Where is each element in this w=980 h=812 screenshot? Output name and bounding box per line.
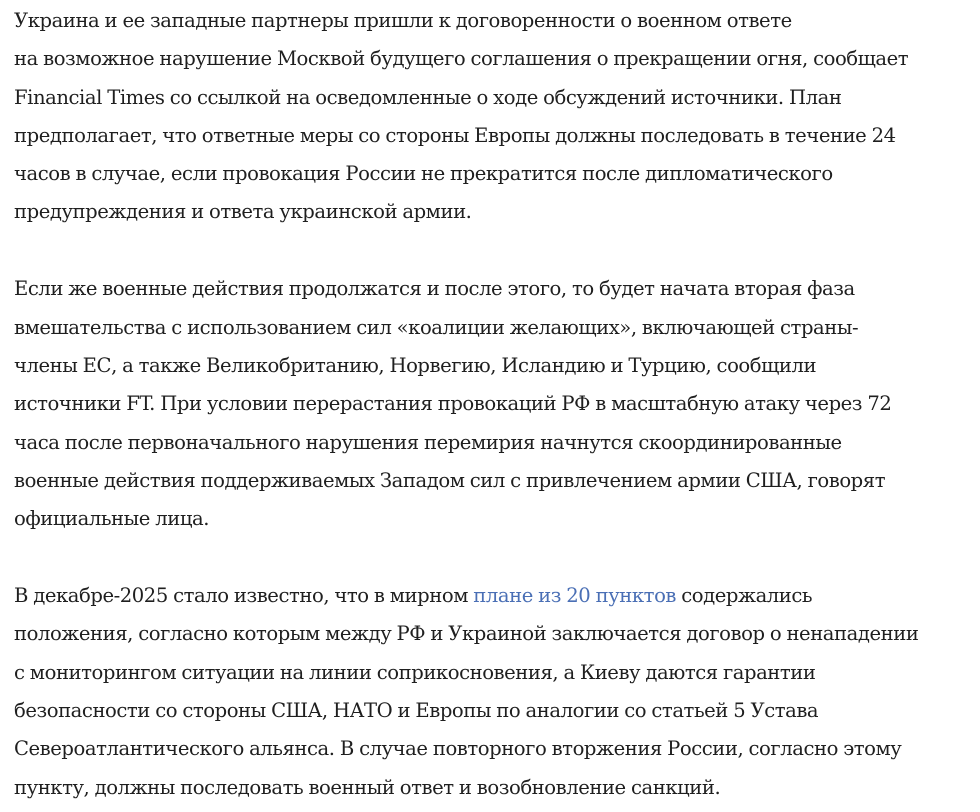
text-line: предупреждения и ответа украинской армии. [14, 200, 472, 224]
text-line: вмешательства с использованием сил «коалиции желающих», включающей страны- [14, 315, 859, 339]
paragraph-3 [14, 577, 968, 807]
text-line: Financial Times со ссылкой на осведомленные о ходе обсуждений источники. План [14, 85, 842, 109]
text-line: члены ЕС, а также Великобританию, Норвегию, Исландию и Турцию, сообщили [14, 353, 817, 377]
paragraph-1 [14, 2, 968, 232]
text-after-link: содержались [676, 584, 813, 608]
text-line: часов в случае, если провокация России не прекратится после дипломатического [14, 162, 833, 186]
text-line: на возможное нарушение Москвой будущего соглашения о прекращении огня, сообщает [14, 47, 909, 71]
text-line: предполагает, что ответные меры со стороны Европы должны последовать в течение 24 [14, 123, 896, 147]
text-line: Украина и ее западные партнеры пришли к договоренности о военном ответе [14, 9, 792, 32]
text-line: официальные лица. [14, 507, 209, 531]
text-line: Если же военные действия продолжатся и после этого, то будет начата вторая фаза [14, 277, 855, 301]
text-line [14, 577, 968, 615]
text-line: безопасности со стороны США, НАТО и Европы по аналогии со статьей 5 Устава [14, 698, 819, 722]
peace-plan-link[interactable]: плане из 20 пунктов [473, 584, 676, 608]
text-line: источники FT. При условии перерастания провокаций РФ в масштабную атаку через 72 [14, 392, 892, 416]
text-line: Североатлантического альянса. В случае повторного вторжения России, согласно этому [14, 737, 902, 761]
text-line: часа после первоначального нарушения перемирия начнутся скоординированные [14, 430, 842, 454]
paragraph-2 [14, 270, 968, 538]
text-line: с мониторингом ситуации на линии соприкосновения, а Киеву даются гарантии [14, 660, 816, 684]
text-before-link: В декабре-2025 стало известно, что в мирном [14, 584, 474, 608]
text-line: военные действия поддерживаемых Западом сил с привлечением армии США, говорят [14, 468, 886, 492]
text-line: положения, согласно которым между РФ и Украиной заключается договор о ненападении [14, 622, 919, 646]
text-line: пункту, должны последовать военный ответ и возобновление санкций. [14, 775, 721, 799]
